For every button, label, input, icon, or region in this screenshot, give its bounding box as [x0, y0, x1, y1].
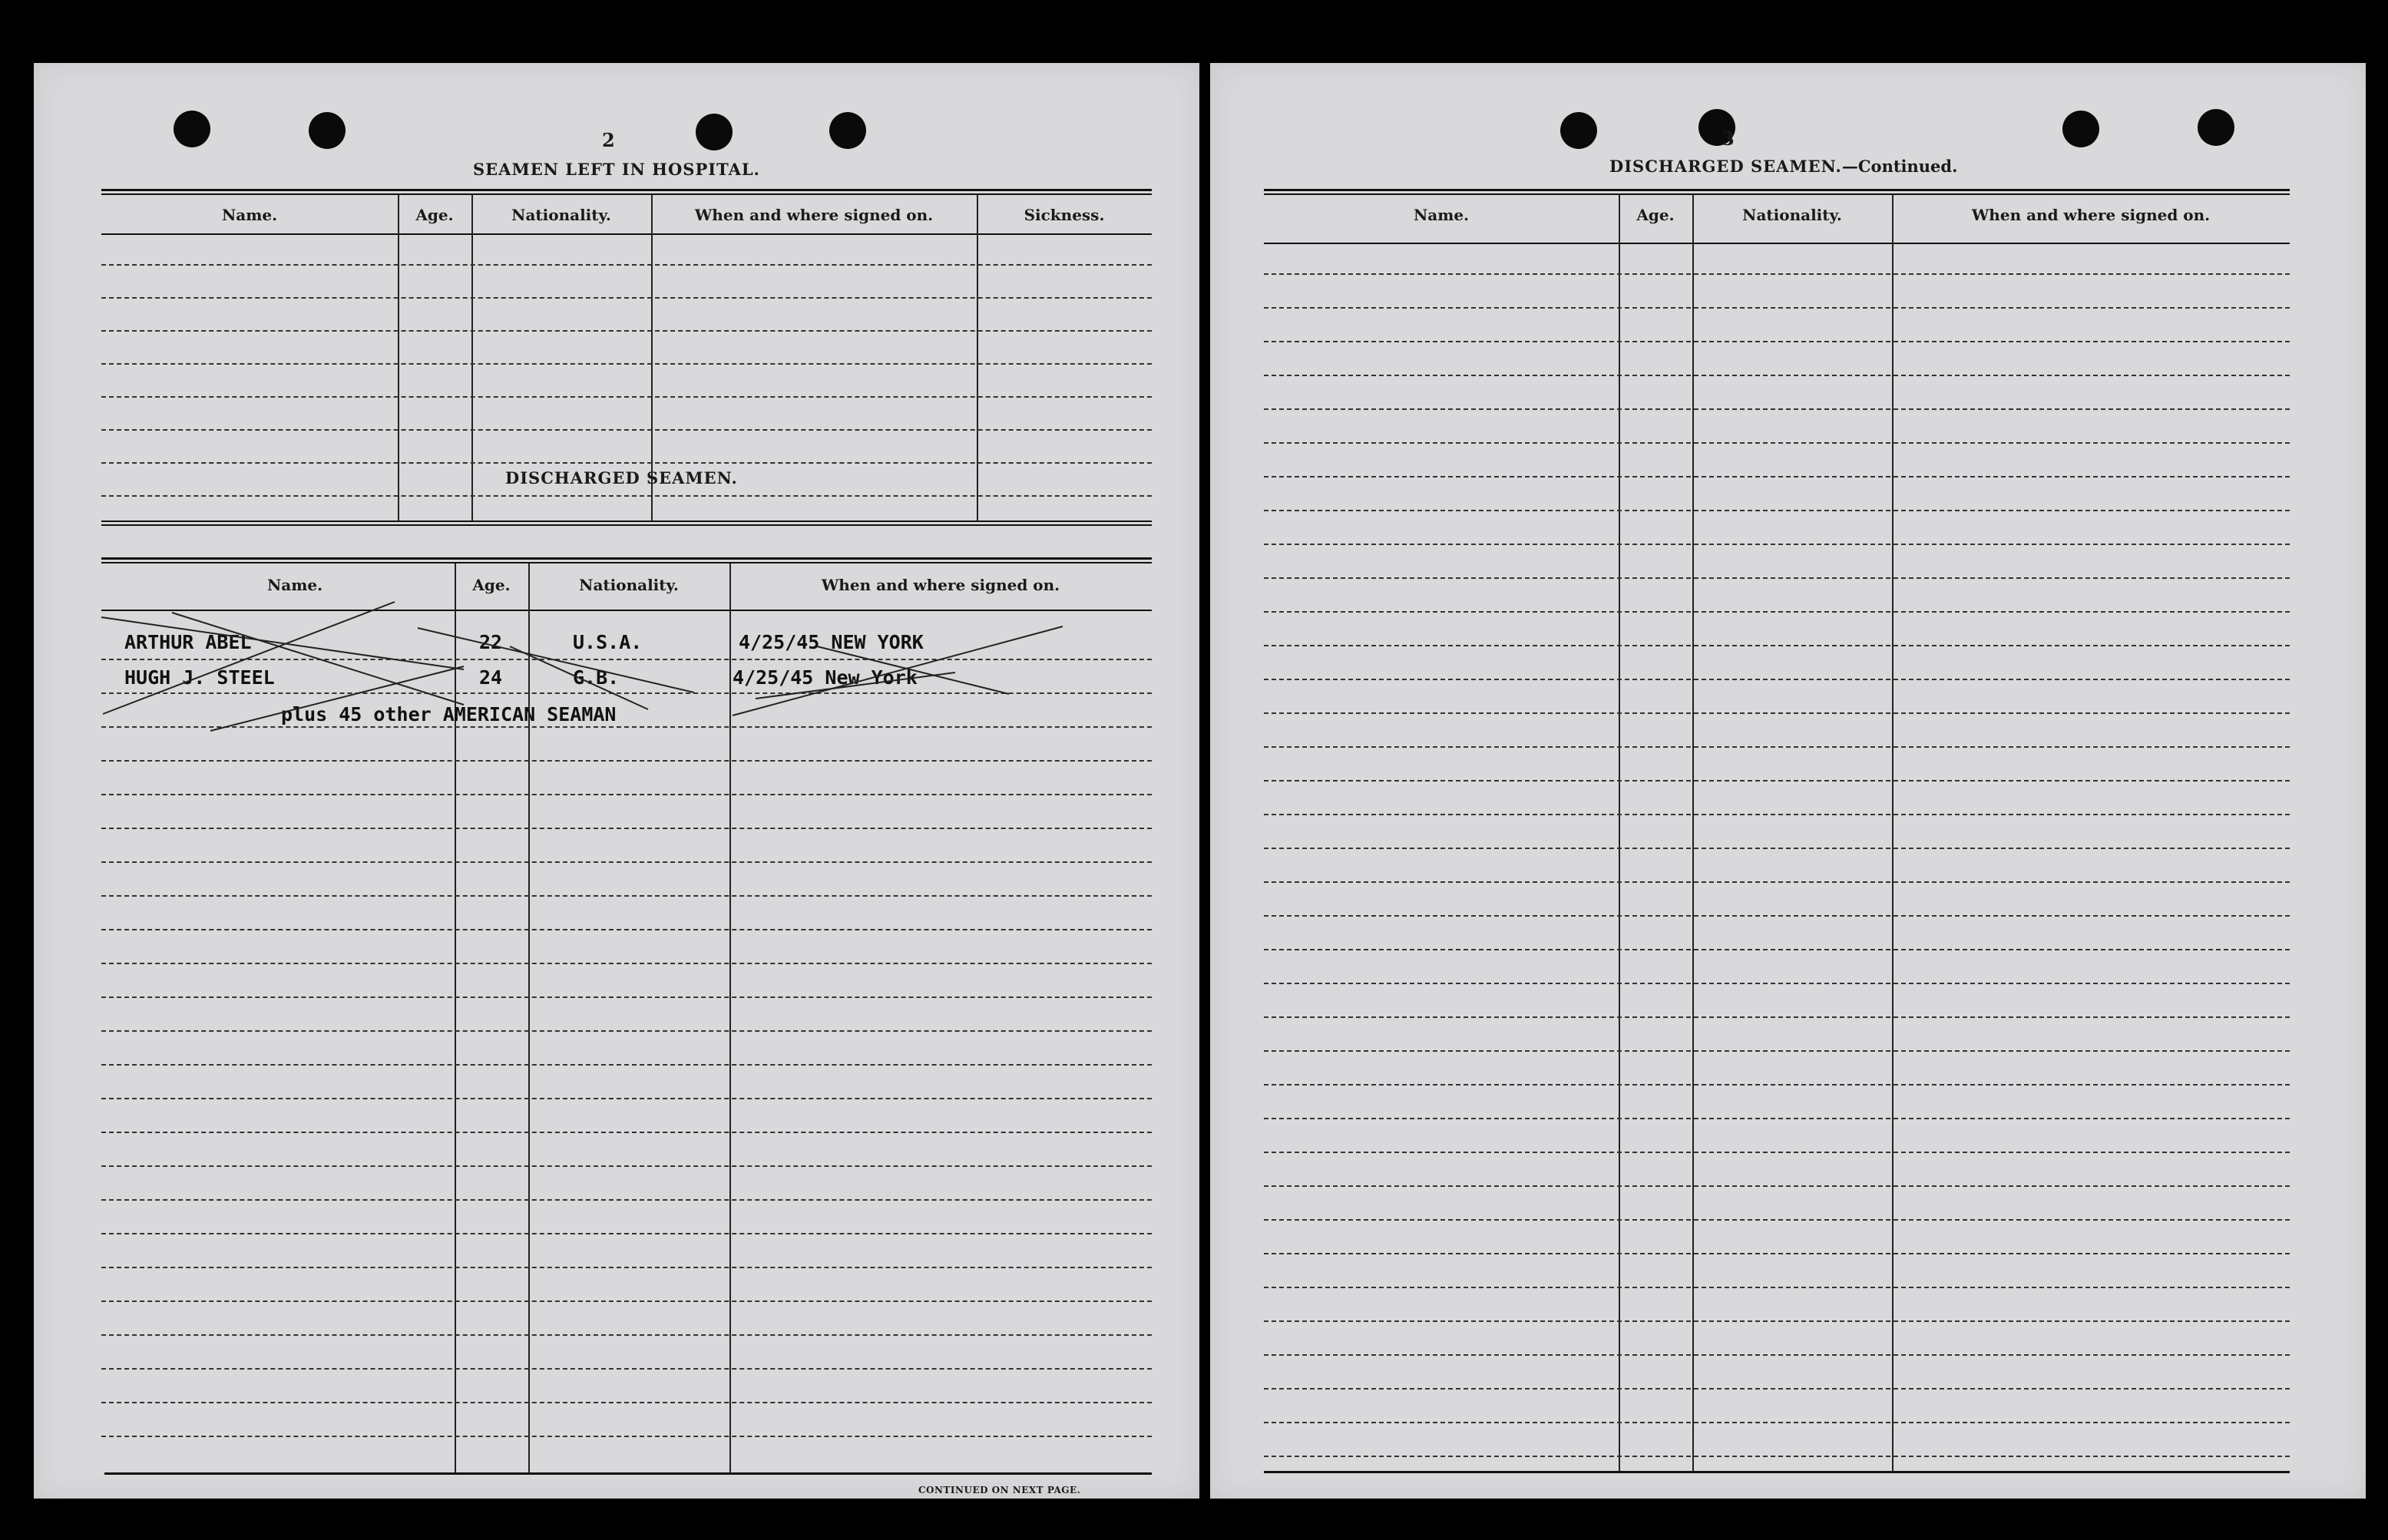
column-divider: [1892, 195, 1894, 1471]
header-rule: [101, 610, 1152, 611]
strike-through-marks: [34, 63, 1199, 1499]
dotted-rule: [101, 1402, 1152, 1403]
column-header-age: Age.: [472, 576, 511, 594]
punch-hole: [696, 114, 733, 150]
footer-continued: CONTINUED ON NEXT PAGE.: [918, 1485, 1081, 1495]
dotted-rule: [101, 1030, 1152, 1032]
dotted-rule: [1264, 1388, 2290, 1390]
dotted-rule: [1264, 1219, 2290, 1221]
dotted-rule: [101, 929, 1152, 930]
dotted-rule: [101, 1199, 1152, 1201]
column-divider: [1619, 195, 1620, 1471]
dotted-rule: [101, 963, 1152, 964]
top-rule: [101, 562, 1152, 563]
page-number: 3: [1722, 127, 1735, 150]
dotted-rule: [1264, 510, 2290, 511]
dotted-rule: [1264, 375, 2290, 376]
dotted-rule: [1264, 577, 2290, 579]
column-divider: [398, 195, 399, 520]
punch-hole: [1560, 112, 1597, 149]
column-divider: [528, 563, 530, 1472]
dotted-rule: [101, 828, 1152, 829]
dotted-rule: [1264, 341, 2290, 342]
dotted-rule: [1264, 1084, 2290, 1086]
dotted-rule: [101, 396, 1152, 398]
dotted-rule: [101, 861, 1152, 863]
column-divider: [977, 195, 978, 520]
dotted-rule: [1264, 1016, 2290, 1018]
top-rule: [1264, 193, 2290, 195]
dotted-rule: [1264, 408, 2290, 410]
header-rule: [101, 233, 1152, 235]
dotted-rule: [1264, 679, 2290, 680]
column-header-age: Age.: [1636, 206, 1675, 224]
column-divider: [455, 563, 456, 1472]
strike-line: [103, 602, 395, 714]
dotted-rule: [1264, 780, 2290, 782]
top-rule: [1264, 189, 2290, 191]
dotted-rule: [1264, 1287, 2290, 1288]
dotted-rule: [101, 794, 1152, 795]
column-header-nationality: Nationality.: [579, 576, 679, 594]
dotted-rule: [1264, 881, 2290, 883]
dotted-rule: [101, 659, 1152, 660]
note-line: plus 45 other AMERICAN SEAMAN: [281, 703, 617, 725]
dotted-rule: [1264, 1050, 2290, 1052]
column-header-sickness: Sickness.: [1024, 206, 1105, 224]
header-rule: [1264, 243, 2290, 244]
column-header-nationality: Nationality.: [1742, 206, 1842, 224]
dotted-rule: [1264, 1422, 2290, 1423]
left-page: [34, 63, 1199, 1499]
hospital-section-title: SEAMEN LEFT IN HOSPITAL.: [473, 160, 760, 179]
bottom-rule: [1264, 1471, 2290, 1473]
column-header-name: Name.: [221, 206, 278, 224]
dotted-rule: [101, 760, 1152, 762]
row-1-signed-on: 4/25/45 NEW YORK: [739, 631, 924, 653]
dotted-rule: [1264, 1152, 2290, 1153]
column-header-signed-on: When and where signed on.: [694, 206, 934, 224]
punch-hole: [829, 112, 866, 149]
dotted-rule: [101, 495, 1152, 497]
top-rule: [101, 557, 1152, 560]
row-2-nationality: G.B.: [573, 666, 620, 689]
dotted-rule: [101, 1300, 1152, 1302]
dotted-rule: [101, 692, 1152, 694]
bottom-rule: [101, 520, 1152, 522]
discharged-section-title: DISCHARGED SEAMEN.: [505, 468, 738, 487]
dotted-rule: [101, 1334, 1152, 1336]
dotted-rule: [1264, 1118, 2290, 1119]
column-header-name: Name.: [266, 576, 323, 594]
dotted-rule: [101, 895, 1152, 897]
column-header-signed-on: When and where signed on.: [1971, 206, 2211, 224]
dotted-rule: [101, 462, 1152, 464]
punch-hole: [174, 111, 210, 147]
dotted-rule: [1264, 915, 2290, 917]
right-page: [1210, 63, 2366, 1499]
title-main: DISCHARGED SEAMEN.: [1609, 157, 1842, 176]
top-rule: [101, 189, 1152, 191]
title-continued: —Continued.: [1841, 157, 1958, 176]
dotted-rule: [101, 1267, 1152, 1268]
column-header-age: Age.: [415, 206, 454, 224]
row-2-age: 24: [479, 666, 503, 689]
dotted-rule: [1264, 645, 2290, 646]
dotted-rule: [1264, 949, 2290, 950]
dotted-rule: [101, 1064, 1152, 1066]
dotted-rule: [1264, 848, 2290, 849]
bottom-rule: [104, 1472, 1152, 1475]
dotted-rule: [101, 1165, 1152, 1167]
column-header-signed-on: When and where signed on.: [821, 576, 1060, 594]
column-divider: [471, 195, 473, 520]
dotted-rule: [1264, 1456, 2290, 1457]
discharged-continued-title: [1609, 157, 1957, 176]
column-header-nationality: Nationality.: [511, 206, 611, 224]
dotted-rule: [1264, 746, 2290, 748]
bottom-rule: [101, 524, 1152, 526]
dotted-rule: [101, 297, 1152, 299]
dotted-rule: [1264, 814, 2290, 815]
dotted-rule: [1264, 983, 2290, 984]
column-divider: [729, 563, 731, 1472]
dotted-rule: [101, 1436, 1152, 1437]
strike-line: [418, 628, 694, 692]
punch-hole: [2198, 109, 2234, 146]
dotted-rule: [1264, 273, 2290, 275]
dotted-rule: [1264, 611, 2290, 613]
dotted-rule: [101, 429, 1152, 431]
dotted-rule: [101, 264, 1152, 266]
top-rule: [101, 193, 1152, 195]
punch-hole: [2062, 111, 2099, 147]
column-divider: [1692, 195, 1694, 1471]
page-number: 2: [602, 129, 615, 151]
dotted-rule: [101, 363, 1152, 365]
dotted-rule: [1264, 442, 2290, 444]
row-1-name: ARTHUR ABEL: [124, 631, 252, 653]
dotted-rule: [1264, 1320, 2290, 1322]
row-1-age: 22: [479, 631, 503, 653]
dotted-rule: [1264, 476, 2290, 478]
dotted-rule: [1264, 307, 2290, 309]
dotted-rule: [1264, 1354, 2290, 1356]
dotted-rule: [101, 1233, 1152, 1234]
row-2-name: HUGH J. STEEL: [124, 666, 275, 689]
row-1-nationality: U.S.A.: [573, 631, 643, 653]
column-header-name: Name.: [1413, 206, 1470, 224]
punch-hole: [309, 112, 346, 149]
dotted-rule: [101, 330, 1152, 332]
dotted-rule: [1264, 1253, 2290, 1254]
dotted-rule: [1264, 712, 2290, 714]
dotted-rule: [101, 1098, 1152, 1099]
dotted-rule: [101, 996, 1152, 998]
dotted-rule: [1264, 1185, 2290, 1187]
dotted-rule: [101, 1132, 1152, 1133]
dotted-rule: [101, 726, 1152, 728]
row-2-signed-on: 4/25/45 New York: [733, 666, 918, 689]
dotted-rule: [1264, 544, 2290, 545]
dotted-rule: [101, 1368, 1152, 1370]
